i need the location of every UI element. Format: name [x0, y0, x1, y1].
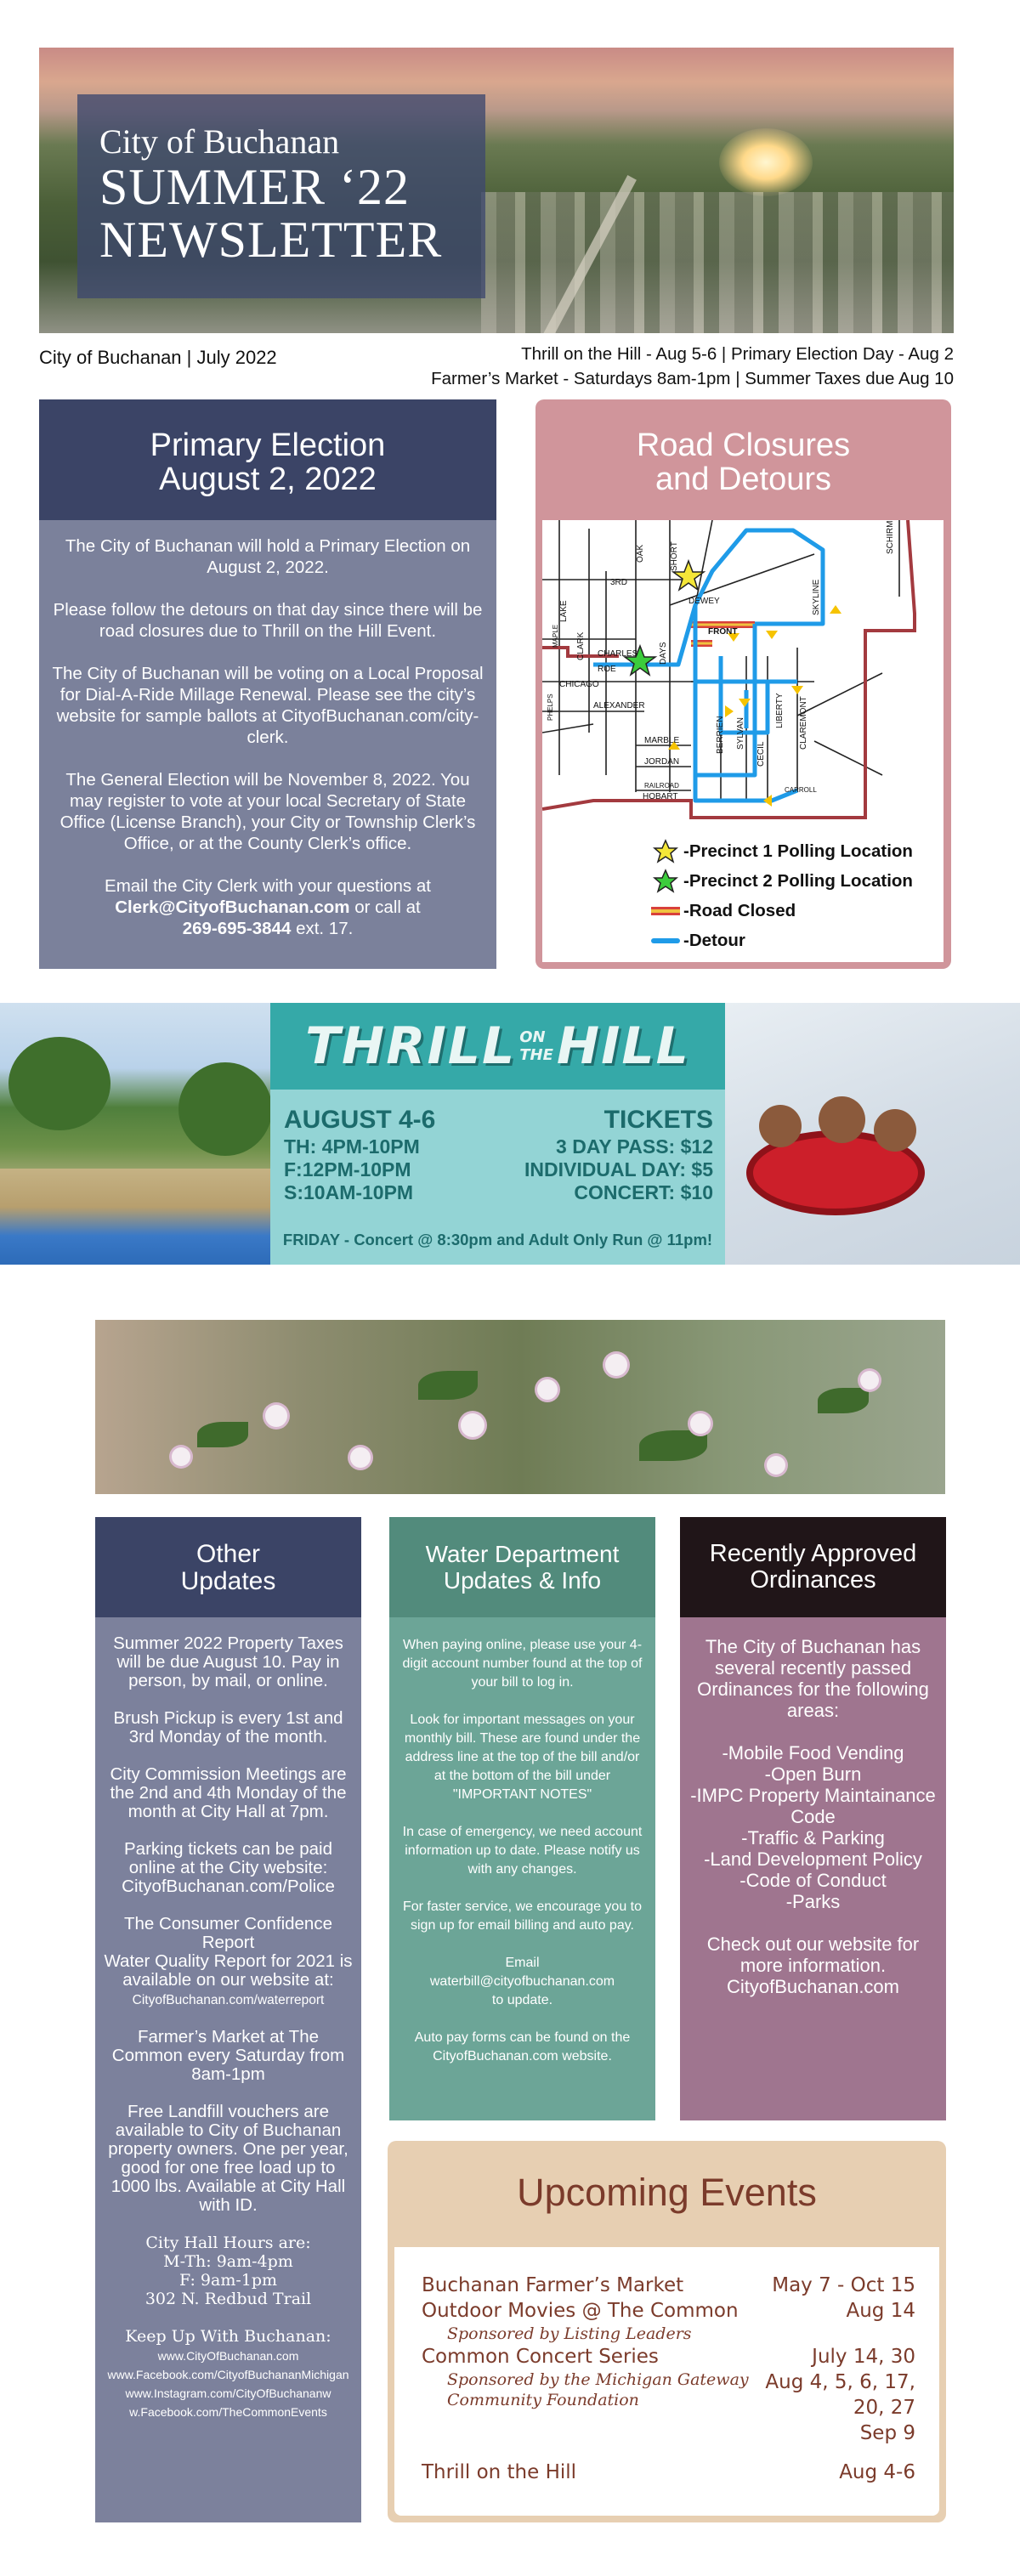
water-title-line2: Updates & Info — [443, 1567, 602, 1594]
street-label: DEWEY — [688, 597, 720, 606]
street-label: CLARK — [576, 631, 586, 660]
event-sponsor: Sponsored by the Michigan Gateway — [447, 2370, 749, 2389]
instagram-link[interactable]: www.Instagram.com/CityOfBuchananw — [125, 2386, 332, 2400]
street-label: OAK — [636, 544, 645, 563]
email-label: Email — [505, 1956, 540, 1970]
blossom-shape — [350, 1447, 371, 1468]
schedule-line: S:10AM-10PM — [284, 1181, 414, 1203]
logo-on: ON — [519, 1028, 546, 1046]
event-date-line: July 14, 30 — [812, 2346, 915, 2368]
election-paragraph: The City of Buchanan will hold a Primary Election on August 2, 2022. — [65, 536, 471, 577]
street-label: FRONT — [708, 627, 738, 637]
hero-title-line2: NEWSLETTER — [99, 212, 443, 268]
ordinances-body — [680, 1617, 946, 1997]
facebook-link[interactable]: www.Facebook.com/CityofBuchananMichigan — [107, 2368, 349, 2381]
hero-banner — [39, 48, 954, 333]
other-paragraph: Summer 2022 Property Taxes will be due August 10. Pay in person, by mail, or online. — [113, 1633, 343, 1690]
rider-shape — [759, 1105, 802, 1147]
event-date-line: Sep 9 — [859, 2422, 915, 2444]
legend-row — [651, 926, 913, 955]
leaf-shape — [197, 1422, 248, 1447]
street-label: HOBART — [643, 792, 678, 801]
ticket-price: INDIVIDUAL DAY: $5 — [524, 1158, 713, 1180]
event-date-line: 20, 27 — [853, 2397, 915, 2419]
star-yellow-icon — [651, 839, 680, 864]
city-hall-address: 302 N. Redbud Trail — [144, 2290, 312, 2308]
police-link[interactable]: CityofBuchanan.com/Police — [122, 1877, 335, 1896]
logo-word: THRILL — [305, 1016, 517, 1076]
ordinance-item: -IMPC Property Maintainance Code — [690, 1785, 936, 1827]
event-date: Aug 14 — [846, 2300, 915, 2322]
thrill-logo — [270, 1003, 725, 1090]
tree-shape — [178, 1062, 270, 1156]
event-date-line: Aug 4, 5, 6, 17, — [765, 2371, 915, 2393]
parking-text: Parking tickets can be paid online at the City website: — [124, 1839, 332, 1877]
other-ccr — [104, 1915, 353, 2009]
events-title: Upcoming Events — [517, 2171, 817, 2214]
hero-city: City of Buchanan — [99, 122, 340, 161]
key-dates-line1: Thrill on the Hill - Aug 5-6 | Primary Election Day - Aug 2 — [521, 344, 954, 364]
other-paragraph: Free Landfill vouchers are available to City of Buchanan property owners. One per year, good for one free load up to 1000 lbs. Available at City Hall with ID. — [108, 2102, 348, 2215]
blossom-shape — [537, 1379, 558, 1400]
logo-the: THE — [519, 1046, 553, 1064]
event-name: Common Concert Series — [422, 2346, 659, 2368]
other-body — [95, 1617, 361, 2420]
water-paragraph: Look for important messages on your monthly bill. These are found under the address line at the top of the bill and/or at the bottom of the bill under "IMPORTANT NOTES" — [404, 1713, 641, 1802]
blossom-shape — [461, 1413, 484, 1437]
thrill-footer-note: FRIDAY - Concert @ 8:30pm and Adult Only Run @ 11pm! — [282, 1231, 713, 1248]
detour-line-icon — [651, 937, 680, 944]
detour-map — [542, 520, 944, 962]
street-label: CECIL — [756, 741, 766, 767]
water-paragraph: For faster service, we encourage you to sign up for email billing and auto pay. — [402, 1899, 643, 1933]
rider-shape — [874, 1109, 916, 1152]
leaf-shape — [418, 1371, 478, 1400]
primary-election-section — [39, 399, 496, 969]
street-label: ROE — [598, 665, 616, 674]
street-label: CHARLES — [598, 649, 638, 659]
schedule-line: TH: 4PM-10PM — [284, 1135, 420, 1158]
legend-label: -Detour — [683, 930, 745, 950]
other-title-line2: Updates — [180, 1567, 276, 1595]
events-list — [394, 2247, 939, 2516]
other-paragraph: Brush Pickup is every 1st and 3rd Monday of the month. — [113, 1708, 343, 1747]
event-name: Outdoor Movies @ The Common — [422, 2300, 739, 2322]
street-label: SCHIRM — [886, 520, 895, 554]
water-department-section — [389, 1517, 655, 2120]
other-paragraph: Farmer’s Market at The Common every Saturday from 8am-1pm — [111, 2027, 345, 2084]
street-label: LAKE — [559, 600, 569, 622]
detour-route — [593, 530, 823, 801]
clerk-phone[interactable]: 269-695-3844 — [182, 919, 292, 938]
city-hall-hours — [104, 2233, 353, 2308]
blossom-shape — [605, 1354, 627, 1376]
event-row — [422, 2298, 915, 2344]
roads-title-line1: Road Closures — [636, 427, 851, 463]
leaf-shape — [639, 1430, 707, 1461]
legend-label: -Precinct 2 Polling Location — [683, 870, 913, 891]
city-website-link[interactable]: CityofBuchanan.com — [727, 1976, 899, 1997]
key-dates-line2: Farmer’s Market - Saturdays 8am-1pm | Summer Taxes due Aug 10 — [431, 369, 954, 388]
election-title-line1: Primary Election — [150, 427, 386, 463]
upcoming-events-section — [388, 2141, 946, 2522]
legend-row — [651, 866, 913, 896]
water-header — [389, 1517, 655, 1617]
ordinances-list — [690, 1742, 936, 1912]
ccr-text: Water Quality Report for 2021 is available on our website at: — [104, 1951, 353, 1990]
street-label: PHELPS — [547, 694, 554, 721]
keep-up-block — [104, 2327, 353, 2420]
contact-text: or call at — [354, 897, 421, 917]
street-label: MAPLE — [552, 624, 559, 648]
road-closures-section — [536, 399, 951, 969]
ordinance-item: -Open Burn — [764, 1764, 862, 1785]
street-label: ALEXANDER — [593, 701, 645, 711]
hero-title-line1: SUMMER ‘22 — [99, 159, 411, 215]
water-paragraph: Auto pay forms can be found on the CityofBuchanan.com website. — [414, 2030, 631, 2064]
thrill-info-panel — [270, 1003, 725, 1265]
other-paragraph: City Commission Meetings are the 2nd and 4th Monday of the month at City Hall at 7pm. — [110, 1764, 347, 1821]
hours-line: F: 9am-1pm — [178, 2271, 278, 2290]
thrill-details — [270, 1090, 725, 1209]
blossom-shape — [690, 1413, 711, 1434]
street-label: CLAREMONT — [799, 696, 808, 750]
event-date — [765, 2344, 915, 2446]
ordinances-title-line2: Ordinances — [750, 1566, 876, 1594]
clerk-extension: ext. 17. — [296, 919, 354, 938]
event-name: Thrill on the Hill — [422, 2461, 577, 2483]
event-date: Aug 4-6 — [839, 2461, 915, 2483]
legend-label: -Road Closed — [683, 900, 796, 920]
street-label: MARBLE — [644, 736, 680, 745]
street-label: LIBERTY — [775, 693, 785, 728]
ordinances-intro: The City of Buchanan has several recently passed Ordinances for the following areas: — [697, 1636, 929, 1721]
event-date: May 7 - Oct 15 — [772, 2274, 915, 2296]
water-email-block — [401, 1954, 643, 2010]
street-label: SKYLINE — [812, 579, 821, 615]
ordinances-title-line1: Recently Approved — [709, 1540, 917, 1567]
street-label: SHORT — [670, 541, 679, 571]
roads-header — [536, 399, 951, 520]
thrill-tickets — [524, 1105, 713, 1204]
keep-up-title: Keep Up With Buchanan: — [125, 2327, 332, 2346]
water-slide-shape — [0, 1169, 270, 1265]
other-parking — [104, 1840, 353, 1896]
thrill-dates: AUGUST 4-6 — [284, 1106, 436, 1134]
blossom-shape — [767, 1456, 785, 1475]
thrill-on-the-hill-banner — [0, 1003, 1020, 1265]
blossom-shape — [172, 1447, 190, 1466]
tickets-heading: TICKETS — [604, 1106, 713, 1134]
event-row — [422, 2273, 915, 2298]
other-header — [95, 1517, 361, 1617]
leaf-shape — [818, 1388, 869, 1413]
election-header — [39, 399, 496, 520]
street-label: DAYS — [659, 642, 668, 665]
roads-title-line2: and Detours — [654, 461, 831, 497]
logo-word: HILL — [556, 1016, 690, 1076]
other-title-line1: Other — [196, 1540, 261, 1568]
hours-title: City Hall Hours are: — [145, 2233, 311, 2252]
hero-title-panel — [77, 94, 485, 298]
street-label: JORDAN — [644, 757, 680, 767]
ccr-title: The Consumer Confidence Report — [124, 1914, 332, 1952]
legend-row — [651, 896, 913, 926]
water-report-link[interactable]: CityofBuchanan.com/waterreport — [132, 1993, 325, 2007]
town-aerial-photo — [481, 192, 954, 333]
ordinance-item: -Parks — [785, 1891, 841, 1912]
ordinances-outro — [690, 1933, 936, 1997]
tree-shape — [8, 1037, 110, 1130]
sunset-glow — [719, 128, 813, 196]
election-paragraph: Please follow the detours on that day since there will be road closures due to Thrill on the Hill Event. — [53, 600, 483, 641]
schedule-line: F:12PM-10PM — [284, 1158, 411, 1180]
outro-text: Check out our website for more information. — [706, 1933, 920, 1976]
ticket-price: 3 DAY PASS: $12 — [556, 1135, 713, 1158]
logo-small-words — [519, 1028, 553, 1064]
star-green-icon — [651, 869, 680, 894]
ordinance-item: -Traffic & Parking — [741, 1827, 885, 1848]
hours-line: M-Th: 9am-4pm — [163, 2252, 293, 2271]
map-legend — [651, 836, 913, 955]
water-paragraph: In case of emergency, we need account information up to date. Please notify us with any changes. — [402, 1825, 643, 1877]
water-title-line1: Water Department — [425, 1541, 620, 1567]
waterbill-email-link[interactable]: waterbill@cityofbuchanan.com — [429, 1974, 615, 1989]
contact-text: Email the City Clerk with your questions at — [105, 876, 431, 896]
splash-pad-photo — [0, 1003, 270, 1265]
election-contact — [49, 875, 486, 939]
legend-row — [651, 836, 913, 866]
event-row — [422, 2460, 915, 2485]
event-sponsor: Community Foundation — [447, 2391, 639, 2409]
election-title-line2: August 2, 2022 — [159, 461, 377, 497]
rider-shape — [819, 1096, 865, 1143]
blossom-photo-banner — [95, 1320, 945, 1494]
election-paragraph: The City of Buchanan will be voting on a Local Proposal for Dial-A-Ride Millage Renewal. Please see the city’s website for sample ballots at CityofBuchanan.com/city-clerk. — [52, 664, 484, 747]
election-body — [39, 520, 496, 939]
ordinance-item: -Code of Conduct — [740, 1870, 887, 1891]
website-link[interactable]: www.CityOfBuchanan.com — [157, 2349, 299, 2363]
street-label: CARROLL — [785, 786, 817, 794]
other-updates-section — [95, 1517, 361, 2522]
road-closed-line-icon — [651, 906, 680, 916]
legend-label: -Precinct 1 Polling Location — [683, 841, 913, 861]
ordinance-item: -Land Development Policy — [704, 1848, 922, 1870]
street-label: RAILROAD — [644, 782, 679, 790]
ticket-price: CONCERT: $10 — [574, 1181, 713, 1203]
street-label: CHICAGO — [559, 680, 599, 689]
street-label: SYLVAN — [736, 717, 745, 750]
water-body — [389, 1617, 655, 2066]
event-name: Buchanan Farmer’s Market — [422, 2274, 684, 2296]
blossom-shape — [265, 1405, 287, 1427]
clerk-email-link[interactable]: Clerk@CityofBuchanan.com — [115, 897, 350, 917]
thrill-schedule — [284, 1105, 435, 1204]
election-paragraph: The General Election will be November 8, 2022. You may register to vote at your local Secretary of State Office (License Branch), your City or Township Clerk’s Office, or at the County Clerk’s office. — [60, 770, 476, 853]
common-events-link[interactable]: w.Facebook.com/TheCommonEvents — [129, 2405, 327, 2419]
ordinance-item: -Mobile Food Vending — [722, 1742, 904, 1764]
issue-dateline: City of Buchanan | July 2022 — [39, 347, 277, 368]
event-sponsor: Sponsored by Listing Leaders — [447, 2324, 692, 2343]
event-row — [422, 2344, 915, 2444]
email-suffix: to update. — [491, 1993, 553, 2007]
ordinances-section — [680, 1517, 946, 2120]
blossom-shape — [860, 1371, 879, 1390]
street-label: BERRIEN — [716, 716, 725, 754]
ordinances-header — [680, 1517, 946, 1617]
snow-tube-photo — [725, 1003, 1020, 1265]
water-paragraph: When paying online, please use your 4-digit account number found at the top of your bill to log in. — [402, 1638, 643, 1690]
street-label: 3RD — [610, 578, 628, 587]
